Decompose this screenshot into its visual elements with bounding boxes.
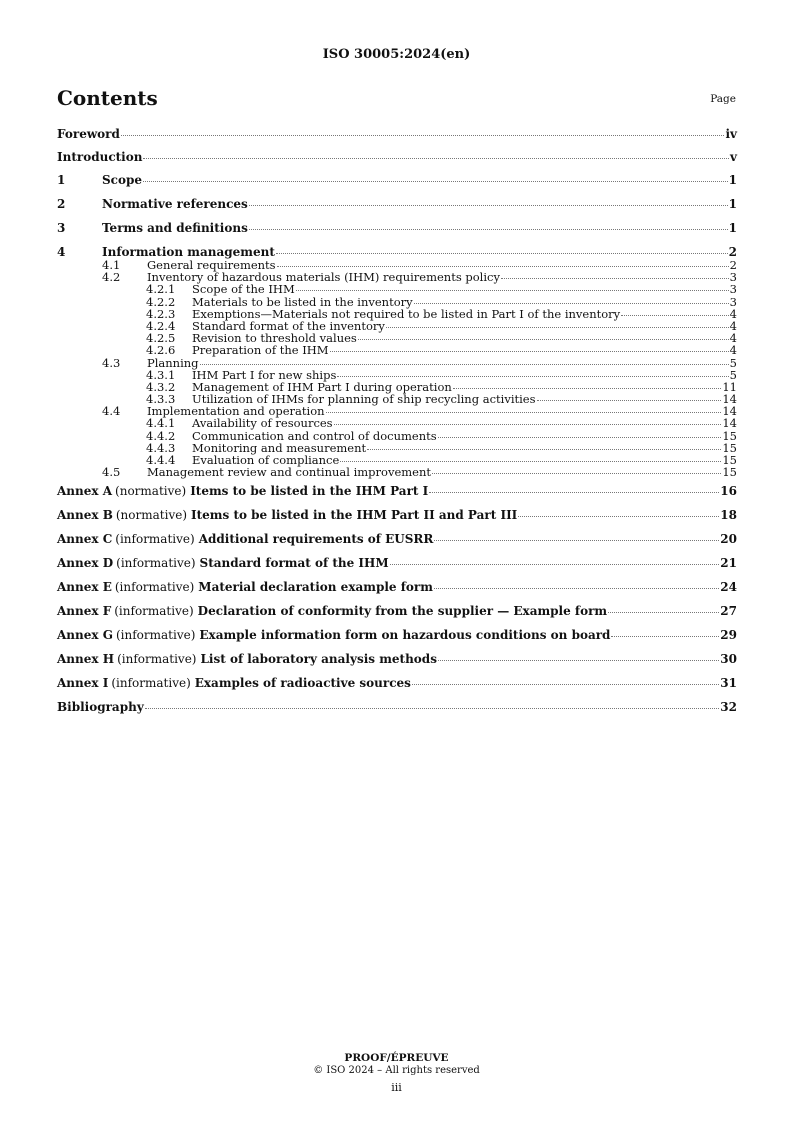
dot-leader (340, 461, 721, 462)
toc-entry-page: 24 (720, 580, 737, 595)
table-of-contents (57, 128, 737, 725)
subclause-number: 4.3 (102, 355, 121, 370)
annex-label: Annex G (57, 628, 113, 643)
subclause-number: 4.2.6 (146, 343, 176, 358)
toc-entry-page: 20 (720, 532, 737, 547)
annex-label: Annex A (57, 484, 113, 499)
toc-entry-title: Communication and control of documents (192, 428, 437, 443)
toc-entry-title: General requirements (147, 258, 276, 272)
toc-entry-title: Items to be listed in the IHM Part I (190, 484, 429, 499)
toc-entry-title: Availability of resources (192, 416, 333, 431)
annex-nature: (informative) (115, 532, 195, 547)
annex-label: Annex D (57, 556, 114, 571)
annex-label: Annex F (57, 604, 112, 619)
toc-entry-page: 14 (722, 404, 737, 419)
toc-entry-title: Evaluation of compliance (192, 453, 340, 467)
dot-leader (296, 290, 729, 291)
clause-number: 2 (57, 197, 66, 211)
toc-entry-title: Revision to threshold values (192, 331, 357, 346)
dot-leader (453, 388, 722, 389)
dot-leader (438, 437, 722, 438)
copyright-notice: © ISO 2024 – All rights reserved (313, 1065, 480, 1076)
subclause-number: 4.2.2 (146, 294, 176, 309)
toc-entry-annex[interactable] (57, 653, 737, 677)
toc-entry-page: 5 (729, 367, 737, 382)
dot-leader (121, 135, 725, 136)
proof-stamp: PROOF/ÉPREUVE (344, 1052, 449, 1064)
toc-entry-title: Preparation of the IHM (192, 343, 329, 358)
toc-entry-page: 15 (722, 453, 737, 467)
dot-leader (330, 351, 729, 352)
toc-entry-title: Inventory of hazardous materials (IHM) requirements policy (147, 270, 500, 285)
toc-entry-page: 3 (729, 270, 737, 285)
toc-entry-title: Implementation and operation (147, 404, 325, 419)
dot-leader (249, 205, 728, 206)
dot-leader (434, 588, 719, 589)
annex-nature: (informative) (111, 676, 191, 691)
annex-nature: (normative) (115, 508, 188, 523)
subclause-number: 4.2.4 (146, 318, 176, 333)
toc-entry-bibliography[interactable] (57, 701, 737, 725)
toc-entry-page: 21 (720, 556, 737, 571)
toc-entry-title: Foreword (57, 127, 120, 141)
dot-leader (438, 660, 719, 661)
toc-entry-page: 30 (720, 652, 737, 667)
toc-entry-page: 16 (720, 484, 737, 499)
toc-entry-page: 3 (729, 294, 737, 309)
toc-entry-page: 29 (720, 628, 737, 643)
dot-leader (432, 473, 721, 474)
toc-entry-page: 3 (729, 282, 737, 297)
toc-entry-subclause[interactable] (57, 467, 737, 479)
subclause-number: 4.4.4 (146, 453, 176, 467)
annex-nature: (normative) (115, 484, 187, 499)
dot-leader (367, 449, 721, 450)
toc-entry-page: 4 (729, 306, 737, 321)
annex-label: Annex E (57, 580, 112, 595)
dot-leader (334, 424, 722, 425)
dot-leader (537, 400, 722, 401)
toc-entry-title: Exemptions—Materials not required to be listed in Part I of the inventory (192, 306, 621, 321)
toc-entry-page: 1 (728, 197, 737, 211)
toc-entry-title: Scope (102, 173, 143, 187)
toc-entry-annex[interactable] (57, 485, 737, 509)
dot-leader (621, 315, 729, 316)
toc-entry-page: 4 (729, 331, 737, 346)
dot-leader (414, 303, 729, 304)
annex-nature: (informative) (115, 628, 196, 643)
subclause-number: 4.2.1 (146, 282, 176, 297)
toc-entry-title: Declaration of conformity from the supplier — Example form (197, 604, 608, 619)
toc-entry-title: Materials to be listed in the inventory (192, 294, 413, 309)
dot-leader (358, 339, 729, 340)
toc-entry-title: Material declaration example form (198, 580, 433, 595)
toc-entry-annex[interactable] (57, 533, 737, 557)
page-number: iii (391, 1081, 402, 1094)
subclause-number: 4.1 (102, 258, 121, 272)
toc-entry-title: Bibliography (57, 700, 144, 715)
toc-entry-page: 15 (722, 440, 737, 455)
subclause-number: 4.2.3 (146, 306, 176, 321)
annex-label: Annex B (57, 508, 113, 523)
toc-entry-page: 18 (720, 508, 737, 523)
subclause-number: 4.5 (102, 465, 121, 480)
toc-entry-page: 15 (722, 465, 737, 480)
toc-entry-page: 14 (722, 416, 737, 431)
dot-leader (143, 181, 728, 182)
toc-entry-page: 4 (729, 318, 737, 333)
subclause-number: 4.3.2 (146, 379, 176, 394)
subclause-number: 4.3.1 (146, 367, 176, 382)
toc-entry-title: Management of IHM Part I during operation (192, 379, 452, 394)
toc-entry-page: 1 (728, 221, 737, 235)
annex-nature: (informative) (114, 580, 195, 595)
clause-number: 4 (57, 245, 66, 259)
toc-entry-annex[interactable] (57, 677, 737, 701)
subclause-number: 4.4.1 (146, 416, 176, 431)
dot-leader (326, 412, 722, 413)
toc-entry-page: 32 (720, 700, 737, 715)
toc-entry-title: Normative references (102, 197, 248, 211)
toc-entry-page: 5 (729, 355, 737, 370)
annex-label: Annex I (57, 676, 109, 691)
document-code: ISO 30005:2024(en) (322, 47, 471, 62)
dot-leader (145, 708, 720, 709)
toc-entry-annex[interactable] (57, 629, 737, 653)
page-title: Contents (57, 86, 158, 110)
toc-entry-title: Standard format of the IHM (199, 556, 389, 571)
toc-entry-introduction[interactable] (57, 151, 737, 174)
toc-entry-annex[interactable] (57, 509, 737, 533)
clause-number: 1 (57, 173, 66, 187)
annex-label: Annex H (57, 652, 115, 667)
dot-leader (386, 327, 729, 328)
toc-entry-clause[interactable] (57, 222, 737, 246)
annex-label: Annex C (57, 532, 113, 547)
subclause-number: 4.2 (102, 270, 121, 285)
toc-entry-title: Terms and definitions (102, 221, 248, 235)
toc-entry-annex[interactable] (57, 581, 737, 605)
toc-entry-page: 31 (720, 676, 737, 691)
toc-entry-title: Management review and continual improvement (147, 465, 431, 480)
subclause-number: 4.4.3 (146, 440, 176, 455)
toc-entry-title: IHM Part I for new ships (192, 367, 337, 382)
toc-entry-foreword[interactable] (57, 128, 737, 151)
toc-entry-page: 27 (720, 604, 737, 619)
dot-leader (143, 158, 729, 159)
dot-leader (611, 636, 719, 637)
toc-entry-title: Scope of the IHM (192, 282, 295, 297)
toc-entry-title: Monitoring and measurement (192, 440, 367, 455)
toc-entry-page: 2 (728, 245, 737, 259)
toc-entry-title: Items to be listed in the IHM Part II and Part III (191, 508, 518, 523)
annex-nature: (informative) (116, 556, 196, 571)
subclause-number: 4.3.3 (146, 392, 176, 407)
subclause-number: 4.2.5 (146, 331, 176, 346)
page-column-label: Page (710, 93, 736, 105)
annex-nature: (informative) (114, 604, 194, 619)
dot-leader (276, 253, 728, 254)
clause-number: 3 (57, 221, 66, 235)
dot-leader (501, 278, 729, 279)
dot-leader (434, 540, 719, 541)
page-footer (0, 1052, 793, 1094)
subclause-number: 4.4.2 (146, 428, 176, 443)
dot-leader (337, 376, 728, 377)
toc-entry-clause[interactable] (57, 198, 737, 222)
toc-entry-title: Introduction (57, 150, 143, 164)
toc-entry-annex[interactable] (57, 605, 737, 629)
toc-entry-title: Planning (147, 355, 199, 370)
toc-entry-page: 4 (729, 343, 737, 358)
subclause-number: 4.4 (102, 404, 121, 419)
dot-leader (277, 266, 729, 267)
dot-leader (429, 492, 719, 493)
toc-entry-page: 11 (722, 379, 737, 394)
toc-entry-page: 1 (728, 173, 737, 187)
toc-entry-title: Utilization of IHMs for planning of ship recycling activities (192, 392, 536, 407)
dot-leader (390, 564, 720, 565)
dot-leader (249, 229, 728, 230)
dot-leader (518, 516, 719, 517)
dot-leader (412, 684, 719, 685)
toc-entry-page: 15 (722, 428, 737, 443)
toc-entry-annex[interactable] (57, 557, 737, 581)
dot-leader (608, 612, 719, 613)
toc-entry-page: v (730, 150, 737, 164)
toc-entry-title: Example information form on hazardous conditions on board (199, 628, 611, 643)
toc-entry-title: List of laboratory analysis methods (200, 652, 437, 667)
toc-entry-title: Standard format of the inventory (192, 318, 385, 333)
toc-entry-title: Information management (102, 245, 275, 259)
toc-entry-clause[interactable] (57, 174, 737, 198)
toc-entry-title: Additional requirements of EUSRR (198, 532, 434, 547)
dot-leader (200, 364, 729, 365)
annex-nature: (informative) (117, 652, 197, 667)
toc-entry-page: 2 (729, 258, 737, 272)
toc-entry-title: Examples of radioactive sources (194, 676, 411, 691)
toc-entry-page: 14 (722, 392, 737, 407)
toc-entry-page: iv (725, 127, 737, 141)
